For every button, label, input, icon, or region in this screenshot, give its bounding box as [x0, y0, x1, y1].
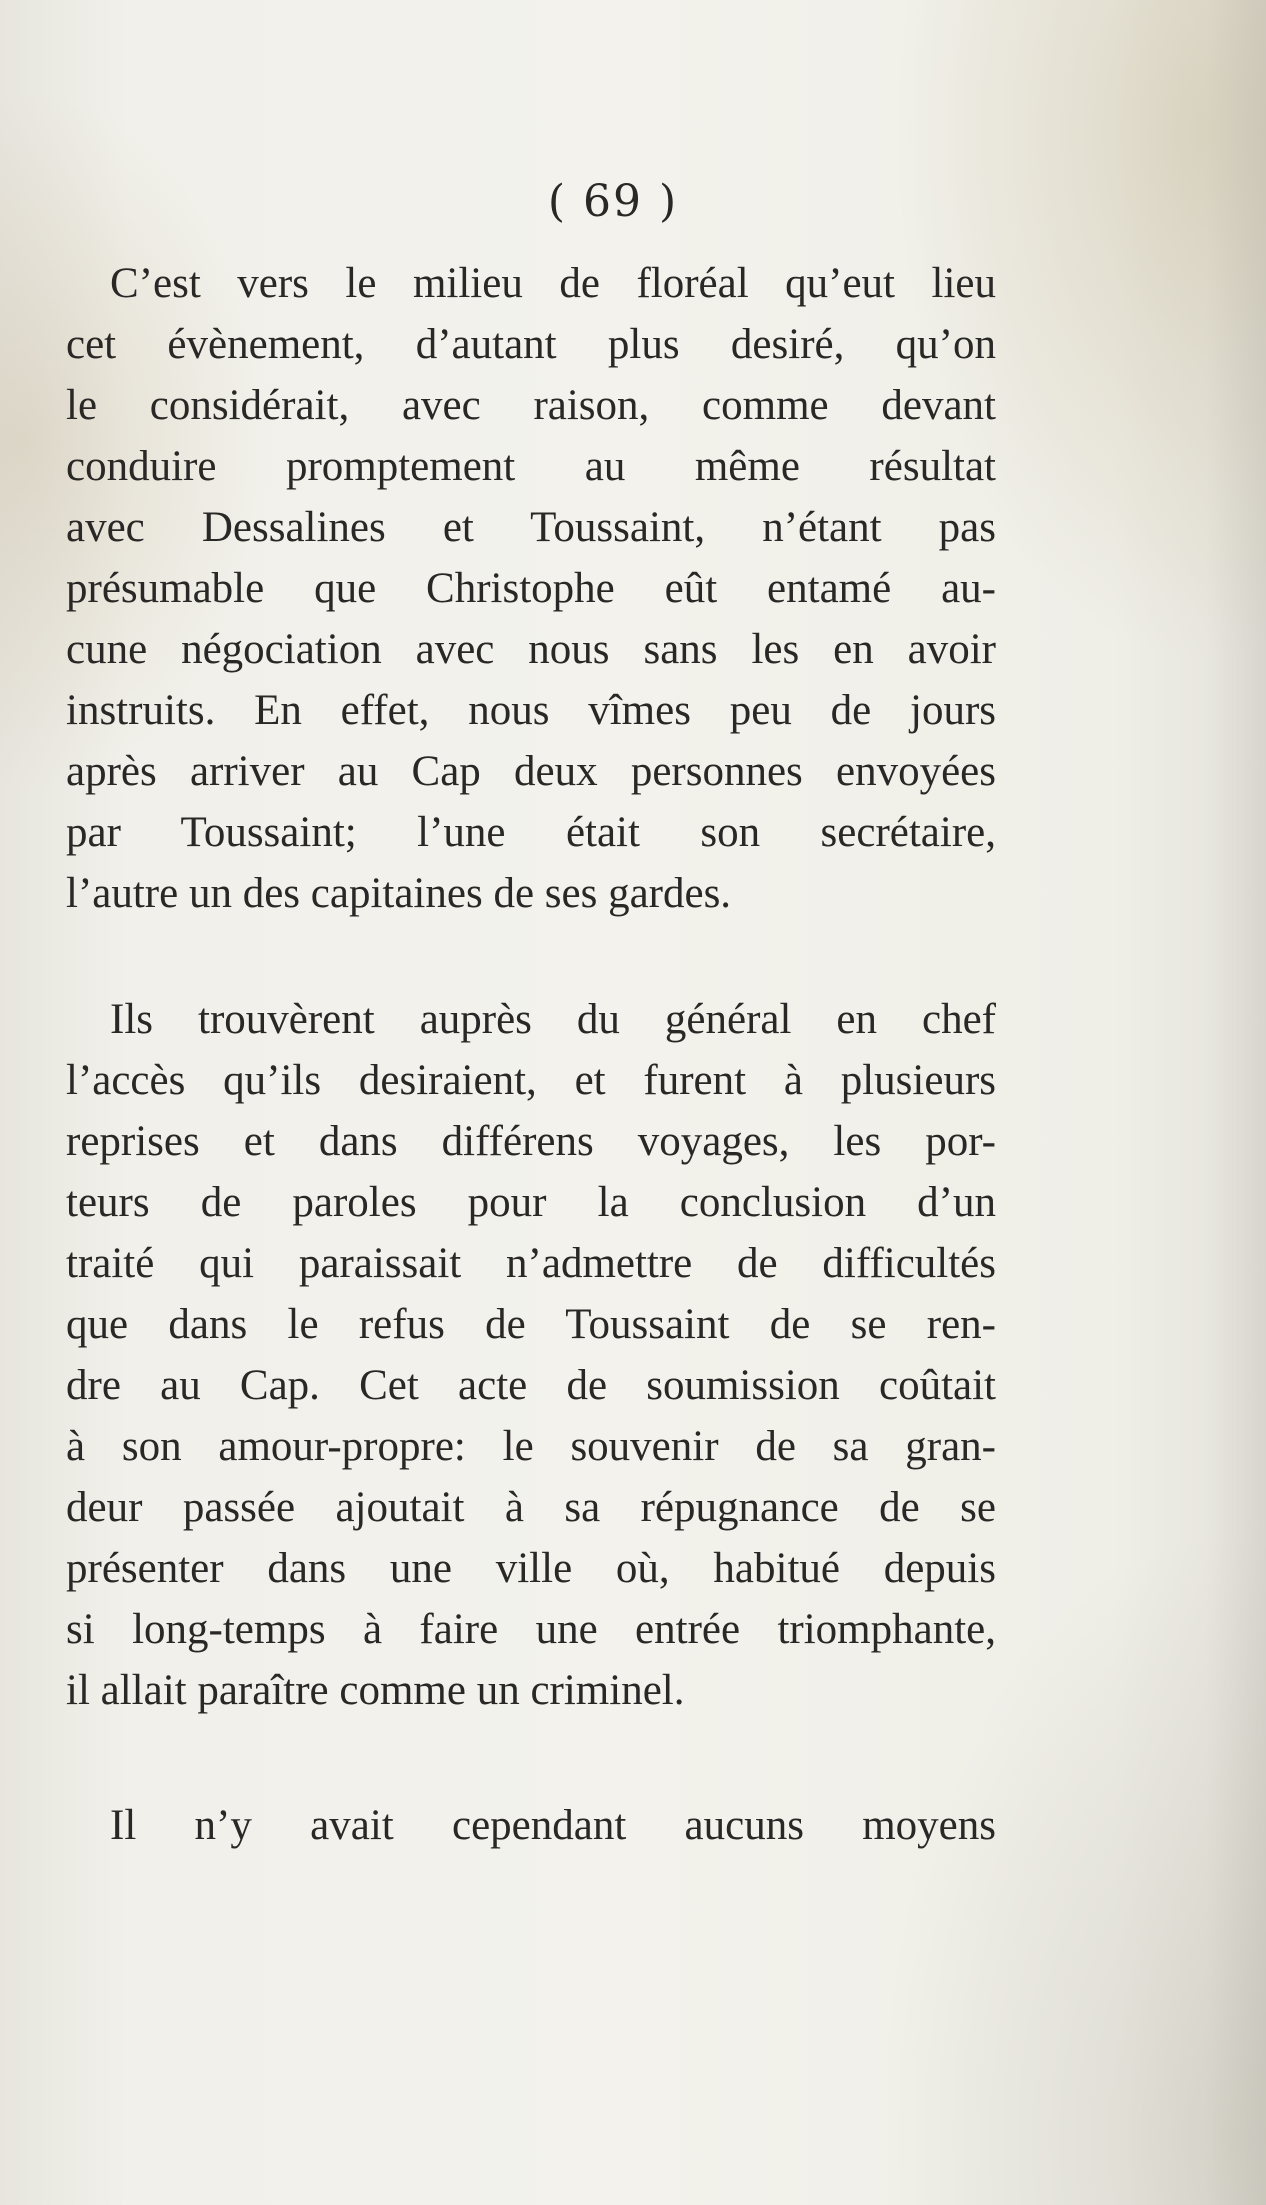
text-line: l’autre un des capitaines de ses gardes.	[66, 870, 732, 917]
text-line: traité qui paraissait n’admettre de difficultés	[66, 1240, 996, 1287]
text-line: cet évènement, d’autant plus desiré, qu’on	[66, 321, 996, 368]
text-line: l’accès qu’ils desiraient, et furent à plusieurs	[66, 1057, 996, 1104]
text-line: il allait paraître comme un criminel.	[66, 1667, 685, 1714]
paragraph-3	[66, 1795, 996, 1856]
text-line: avec Dessalines et Toussaint, n’étant pas	[66, 504, 996, 551]
page-number: ( 69 )	[547, 176, 679, 227]
text-line: dre au Cap. Cet acte de soumission coûtait	[66, 1362, 996, 1409]
text-line: que dans le refus de Toussaint de se ren-	[66, 1301, 996, 1348]
text-line: si long-temps à faire une entrée triomphante,	[66, 1606, 996, 1653]
text-line: deur passée ajoutait à sa répugnance de se	[66, 1484, 996, 1531]
text-line: par Toussaint; l’une était son secrétaire,	[66, 809, 996, 856]
text-line: C’est vers le milieu de floréal qu’eut lieu	[110, 260, 996, 307]
text-line: instruits. En effet, nous vîmes peu de jours	[66, 687, 996, 734]
text-line: conduire promptement au même résultat	[66, 443, 996, 490]
text-line: Il n’y avait cependant aucuns moyens	[110, 1802, 996, 1849]
paragraph-1	[66, 253, 996, 924]
text-line: reprises et dans différens voyages, les por-	[66, 1118, 996, 1165]
text-line: à son amour-propre: le souvenir de sa gran-	[66, 1423, 996, 1470]
text-line: après arriver au Cap deux personnes envoyées	[66, 748, 996, 795]
text-line: le considérait, avec raison, comme devant	[66, 382, 996, 429]
text-line: teurs de paroles pour la conclusion d’un	[66, 1179, 996, 1226]
text-line: cune négociation avec nous sans les en avoir	[66, 626, 996, 673]
paragraph-2	[66, 989, 996, 1721]
text-line: présumable que Christophe eût entamé au-	[66, 565, 996, 612]
page-edge-shadow	[1206, 0, 1266, 2205]
text-line: Ils trouvèrent auprès du général en chef	[110, 996, 996, 1043]
text-line: présenter dans une ville où, habitué depuis	[66, 1545, 996, 1592]
